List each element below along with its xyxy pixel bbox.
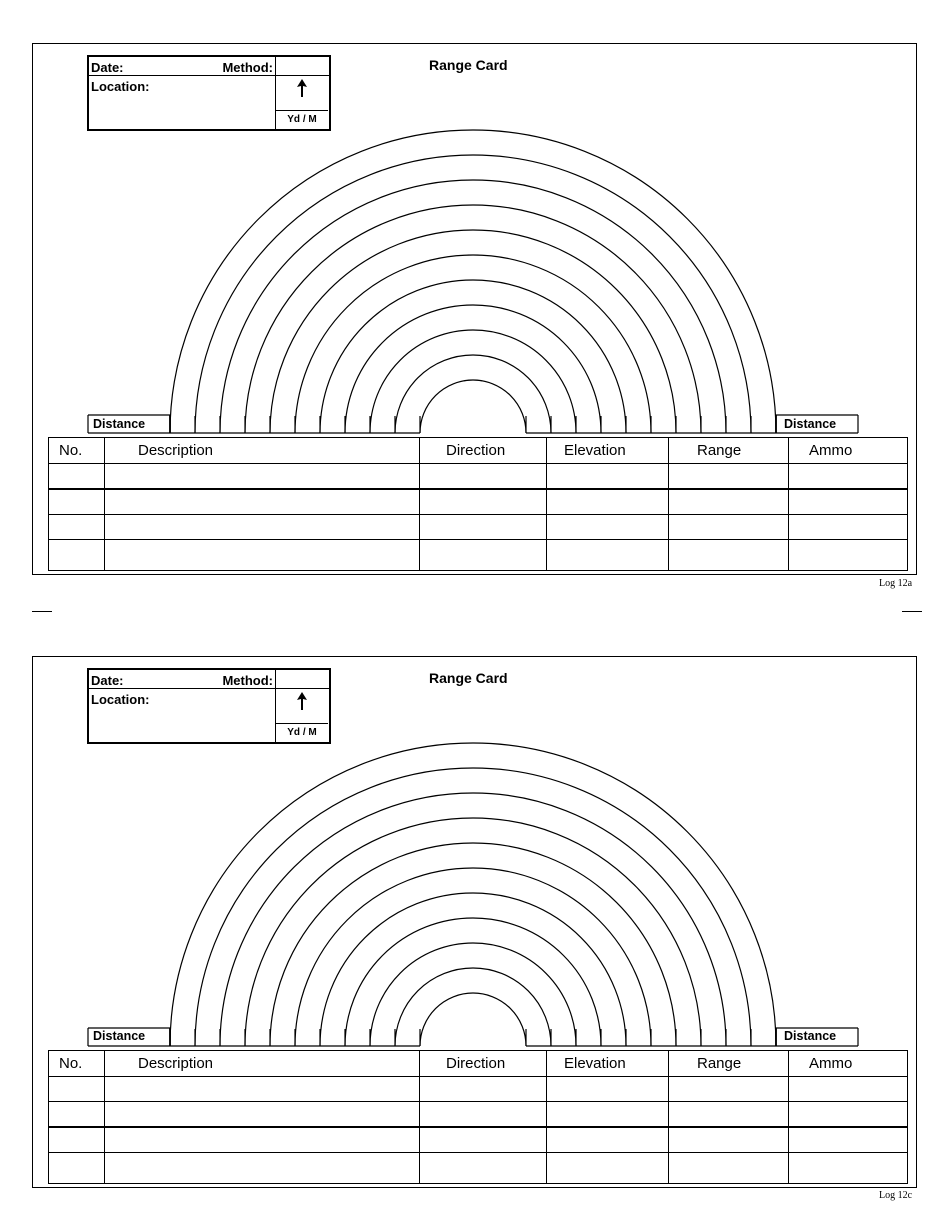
cell-description[interactable]	[105, 464, 420, 490]
range-ring	[345, 918, 601, 1046]
date-label: Date:	[91, 673, 124, 688]
date-label: Date:	[91, 60, 124, 75]
cell-elevation[interactable]	[547, 540, 669, 571]
cell-ammo[interactable]	[789, 1077, 908, 1102]
cell-range[interactable]	[669, 489, 789, 515]
cell-ammo[interactable]	[789, 515, 908, 540]
table-row	[49, 515, 908, 540]
range-ring	[170, 743, 776, 1046]
cell-no[interactable]	[49, 1077, 105, 1102]
distance-left-label: Distance	[93, 417, 146, 431]
cell-range[interactable]	[669, 1102, 789, 1128]
col-header-ammo: Ammo	[789, 438, 908, 464]
cell-direction[interactable]	[420, 1127, 547, 1153]
north-arrow-icon	[276, 79, 328, 101]
table-header-row	[49, 1051, 908, 1077]
cell-range[interactable]	[669, 1153, 789, 1184]
cell-elevation[interactable]	[547, 515, 669, 540]
cell-elevation[interactable]	[547, 464, 669, 490]
table-row	[49, 464, 908, 490]
cell-elevation[interactable]	[547, 1077, 669, 1102]
cell-description[interactable]	[105, 515, 420, 540]
col-header-elevation: Elevation	[547, 1051, 669, 1077]
range-ring	[320, 893, 626, 1046]
distance-left-label: Distance	[93, 1029, 146, 1043]
cell-direction[interactable]	[420, 540, 547, 571]
cell-ammo[interactable]	[789, 1127, 908, 1153]
range-ring	[395, 355, 551, 433]
range-ring	[370, 943, 576, 1046]
method-label: Method:	[222, 60, 273, 75]
cell-range[interactable]	[669, 1127, 789, 1153]
header-box	[87, 668, 331, 744]
col-header-range: Range	[669, 438, 789, 464]
cell-description[interactable]	[105, 540, 420, 571]
cell-no[interactable]	[49, 1102, 105, 1128]
location-label: Location:	[91, 692, 150, 707]
unit-label: Yd / M	[276, 110, 328, 129]
cut-mark-right	[902, 611, 922, 612]
target-table	[48, 1050, 908, 1184]
col-header-direction: Direction	[420, 1051, 547, 1077]
cell-elevation[interactable]	[547, 1102, 669, 1128]
cell-direction[interactable]	[420, 1153, 547, 1184]
cell-ammo[interactable]	[789, 1153, 908, 1184]
page-title: Range Card	[429, 57, 508, 73]
cell-elevation[interactable]	[547, 1127, 669, 1153]
cut-mark-left	[32, 611, 52, 612]
col-header-elevation: Elevation	[547, 438, 669, 464]
cell-description[interactable]	[105, 1153, 420, 1184]
table-row	[49, 540, 908, 571]
cell-ammo[interactable]	[789, 489, 908, 515]
table-row	[49, 1102, 908, 1128]
range-ring	[195, 768, 751, 1046]
col-header-ammo: Ammo	[789, 1051, 908, 1077]
cell-no[interactable]	[49, 515, 105, 540]
table-row	[49, 489, 908, 515]
cell-no[interactable]	[49, 1127, 105, 1153]
cell-direction[interactable]	[420, 1102, 547, 1128]
range-ring	[320, 280, 626, 433]
target-table	[48, 437, 908, 571]
cell-range[interactable]	[669, 540, 789, 571]
range-card-1	[32, 43, 917, 575]
distance-right-label: Distance	[784, 1029, 837, 1043]
method-label: Method:	[222, 673, 273, 688]
cell-range[interactable]	[669, 1077, 789, 1102]
range-ring	[270, 843, 676, 1046]
cell-description[interactable]	[105, 1077, 420, 1102]
range-ring	[370, 330, 576, 433]
unit-label: Yd / M	[276, 723, 328, 742]
cell-description[interactable]	[105, 1127, 420, 1153]
cell-range[interactable]	[669, 515, 789, 540]
range-ring	[420, 380, 526, 433]
header-box	[87, 55, 331, 131]
cell-no[interactable]	[49, 489, 105, 515]
cell-ammo[interactable]	[789, 1102, 908, 1128]
range-card-2	[32, 656, 917, 1188]
col-header-direction: Direction	[420, 438, 547, 464]
log-label: Log 12a	[879, 578, 913, 589]
range-ring	[170, 130, 776, 433]
col-header-description: Description	[105, 1051, 420, 1077]
table-row	[49, 1153, 908, 1184]
range-ring	[420, 993, 526, 1046]
cell-ammo[interactable]	[789, 540, 908, 571]
cell-elevation[interactable]	[547, 489, 669, 515]
page-title: Range Card	[429, 670, 508, 686]
range-ring	[195, 155, 751, 433]
range-ring	[395, 968, 551, 1046]
location-label: Location:	[91, 79, 150, 94]
cell-direction[interactable]	[420, 1077, 547, 1102]
cell-direction[interactable]	[420, 489, 547, 515]
north-arrow-icon	[276, 692, 328, 714]
range-ring	[245, 818, 701, 1046]
cell-description[interactable]	[105, 1102, 420, 1128]
cell-direction[interactable]	[420, 515, 547, 540]
cell-no[interactable]	[49, 1153, 105, 1184]
cell-ammo[interactable]	[789, 464, 908, 490]
north-unit-area	[275, 57, 329, 129]
north-unit-area	[275, 670, 329, 742]
range-ring	[345, 305, 601, 433]
table-row	[49, 1127, 908, 1153]
col-header-no: No.	[49, 1051, 105, 1077]
col-header-no: No.	[49, 438, 105, 464]
cell-description[interactable]	[105, 489, 420, 515]
cell-elevation[interactable]	[547, 1153, 669, 1184]
log-label: Log 12c	[879, 1190, 913, 1201]
cell-no[interactable]	[49, 464, 105, 490]
range-ring	[270, 230, 676, 433]
col-header-range: Range	[669, 1051, 789, 1077]
cell-no[interactable]	[49, 540, 105, 571]
cell-range[interactable]	[669, 464, 789, 490]
cell-direction[interactable]	[420, 464, 547, 490]
table-header-row	[49, 438, 908, 464]
range-ring	[245, 205, 701, 433]
distance-right-label: Distance	[784, 417, 837, 431]
table-row	[49, 1077, 908, 1102]
col-header-description: Description	[105, 438, 420, 464]
